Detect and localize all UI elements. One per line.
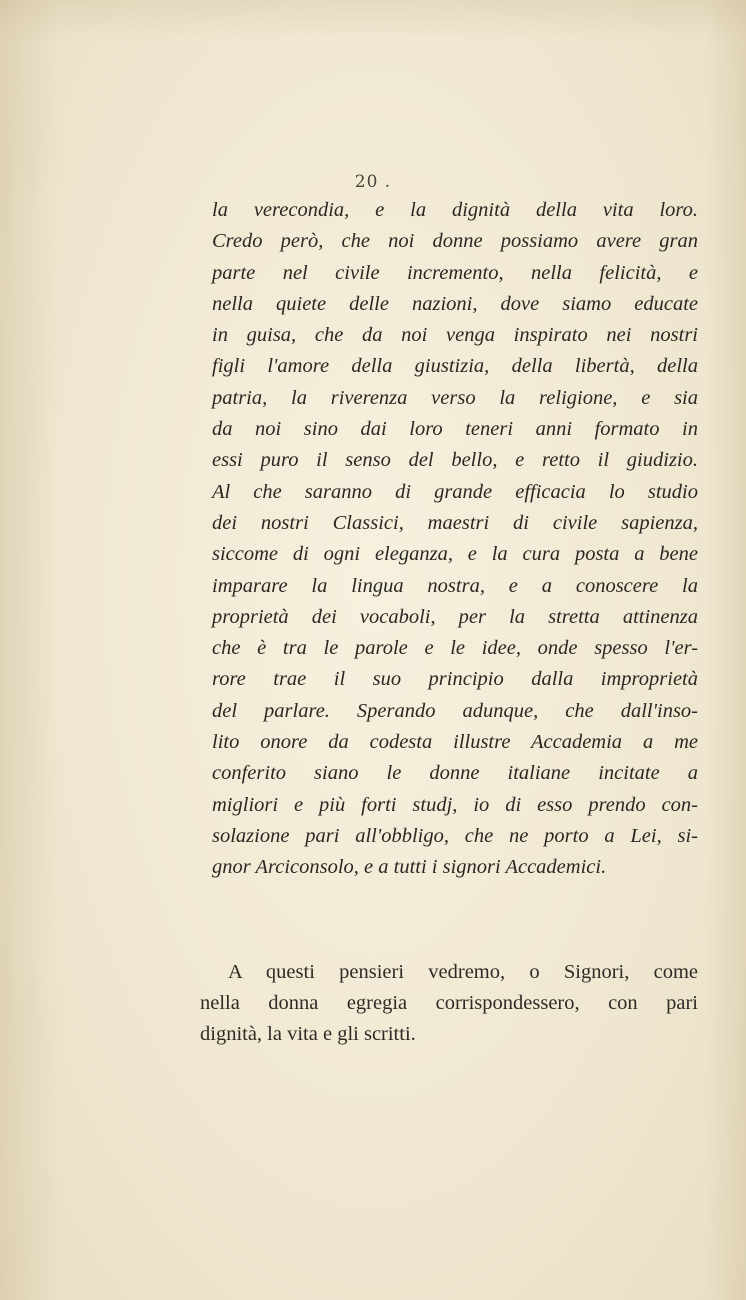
- text-line: imparare la lingua nostra, e a conoscere la: [212, 574, 698, 597]
- text-line: figli l'amore della giustizia, della libertà, della: [212, 355, 698, 378]
- text-line: A questi pensieri vedremo, o Signori, come: [228, 961, 698, 983]
- text-line: gnor Arciconsolo, e a tutti i signori Accademici.: [212, 856, 607, 879]
- page-shadow-left: [0, 0, 60, 1300]
- text-line: essi puro il senso del bello, e retto il giudizio.: [212, 449, 698, 472]
- text-line: lito onore da codesta illustre Accademia a me: [212, 731, 698, 754]
- page-number: 20 .: [354, 172, 392, 192]
- roman-paragraph: [200, 957, 698, 1050]
- text-line: Credo però, che noi donne possiamo avere gran: [212, 230, 698, 253]
- text-line: proprietà dei vocaboli, per la stretta attinenza: [212, 605, 698, 628]
- text-line: dei nostri Classici, maestri di civile sapienza,: [212, 511, 698, 534]
- text-line: nella donna egregia corrispondessero, con pari: [200, 992, 698, 1014]
- text-line: che è tra le parole e le idee, onde spesso l'er-: [212, 637, 698, 660]
- text-line: siccome di ogni eleganza, e la cura posta a bene: [212, 543, 698, 566]
- text-line: migliori e più forti studj, io di esso prendo con-: [212, 793, 698, 816]
- page-shadow-right: [706, 0, 746, 1300]
- italic-paragraph: [212, 195, 698, 884]
- text-line: in guisa, che da noi venga inspirato nei nostri: [212, 324, 698, 347]
- text-line: rore trae il suo principio dalla improprietà: [212, 668, 698, 691]
- page-shadow-top: [0, 0, 746, 40]
- text-line: dignità, la vita e gli scritti.: [200, 1023, 416, 1045]
- text-line: la verecondia, e la dignità della vita loro.: [212, 199, 698, 221]
- text-line: patria, la riverenza verso la religione, e sia: [212, 386, 698, 409]
- text-line: Al che saranno di grande efficacia lo studio: [212, 480, 698, 503]
- text-line: conferito siano le donne italiane incitate a: [212, 762, 698, 785]
- text-line: solazione pari all'obbligo, che ne porto a Lei, si-: [212, 824, 698, 847]
- text-line: da noi sino dai loro teneri anni formato in: [212, 418, 698, 441]
- text-line: del parlare. Sperando adunque, che dall'inso-: [212, 699, 698, 722]
- text-line: nella quiete delle nazioni, dove siamo educate: [212, 292, 698, 315]
- text-line: parte nel civile incremento, nella felicità, e: [212, 261, 698, 284]
